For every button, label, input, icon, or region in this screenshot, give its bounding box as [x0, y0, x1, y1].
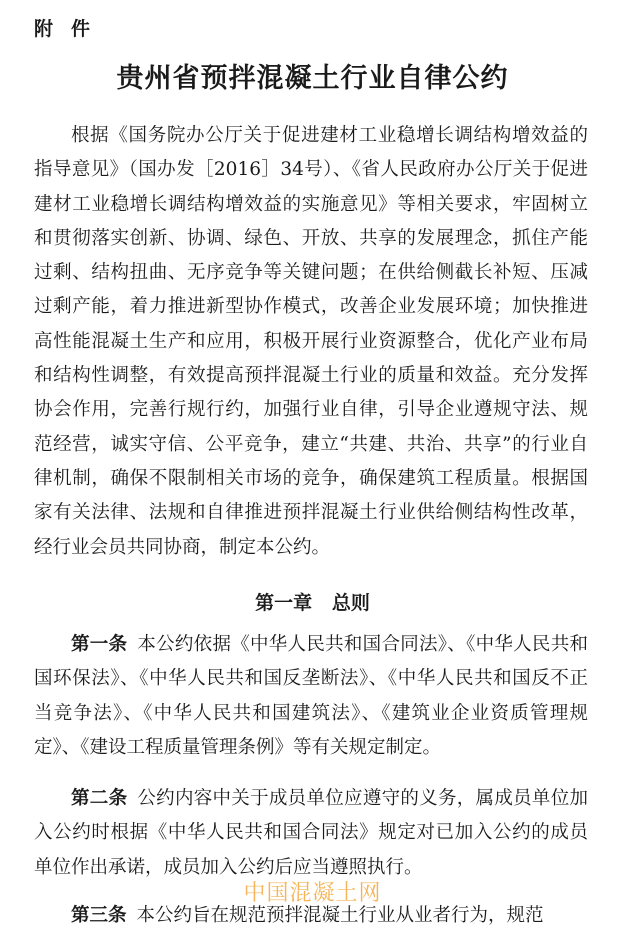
article-text: 本公约旨在规范预拌混凝土行业从业者行为，规范	[136, 905, 544, 926]
article-label: 第二条	[71, 788, 128, 809]
article-paragraph	[34, 782, 588, 885]
article-paragraph	[34, 628, 588, 765]
article-text: 公约内容中关于成员单位应遵守的义务，属成员单位加入公约时根据《中华人民共和国合同法》规定对已加入公约的成员单位作出承诺，成员加入公约后应当遵照执行。	[34, 788, 588, 878]
article-paragraph	[34, 899, 588, 932]
article-label: 第一条	[71, 634, 128, 655]
chapter-title: 第一章 总则	[255, 592, 370, 614]
article-label: 第三条	[71, 905, 127, 926]
article-text: 本公约依据《中华人民共和国合同法》、《中华人民共和国环保法》、《中华人民共和国反垄断法》、《中华人民共和国反不正当竞争法》、《中华人民共和国建筑法》、《建筑业企业资质管理规定》、《建设工程质量管理条例》等有关规定制定。	[34, 634, 588, 758]
intro-paragraph: 根据《国务院办公厅关于促进建材工业稳增长调结构增效益的指导意见》（国办发［2016］34号）、《省人民政府办公厅关于促进建材工业稳增长调结构增效益的实施意见》等相关要求，牢固树立和贯彻落实创新、协调、绿色、开放、共享的发展理念，抓住产能过剩、结构扭曲、无序竞争等关键问题；在供给侧截长补短、压减过剩产能，着力推进新型协作模式，改善企业发展环境；加快推进高性能混凝土生产和应用，积极开展行业资源整合，优化产业布局和结构性调整，有效提高预拌混凝土行业的质量和效益。充分发挥协会作用，完善行规行约，加强行业自律，引导企业遵规守法、规范经营，诚实守信、公平竞争，建立“共建、共治、共享”的行业自律机制，确保不限制相关市场的竞争，确保建筑工程质量。根据国家有关法律、法规和自律推进预拌混凝土行业供给侧结构性改革，经行业会员共同协商，制定本公约。	[34, 125, 588, 558]
attachment-label: 附件	[34, 18, 109, 40]
document-title: 贵州省预拌混凝土行业自律公约	[116, 63, 509, 94]
watermark: 中国混凝土网	[243, 881, 382, 906]
